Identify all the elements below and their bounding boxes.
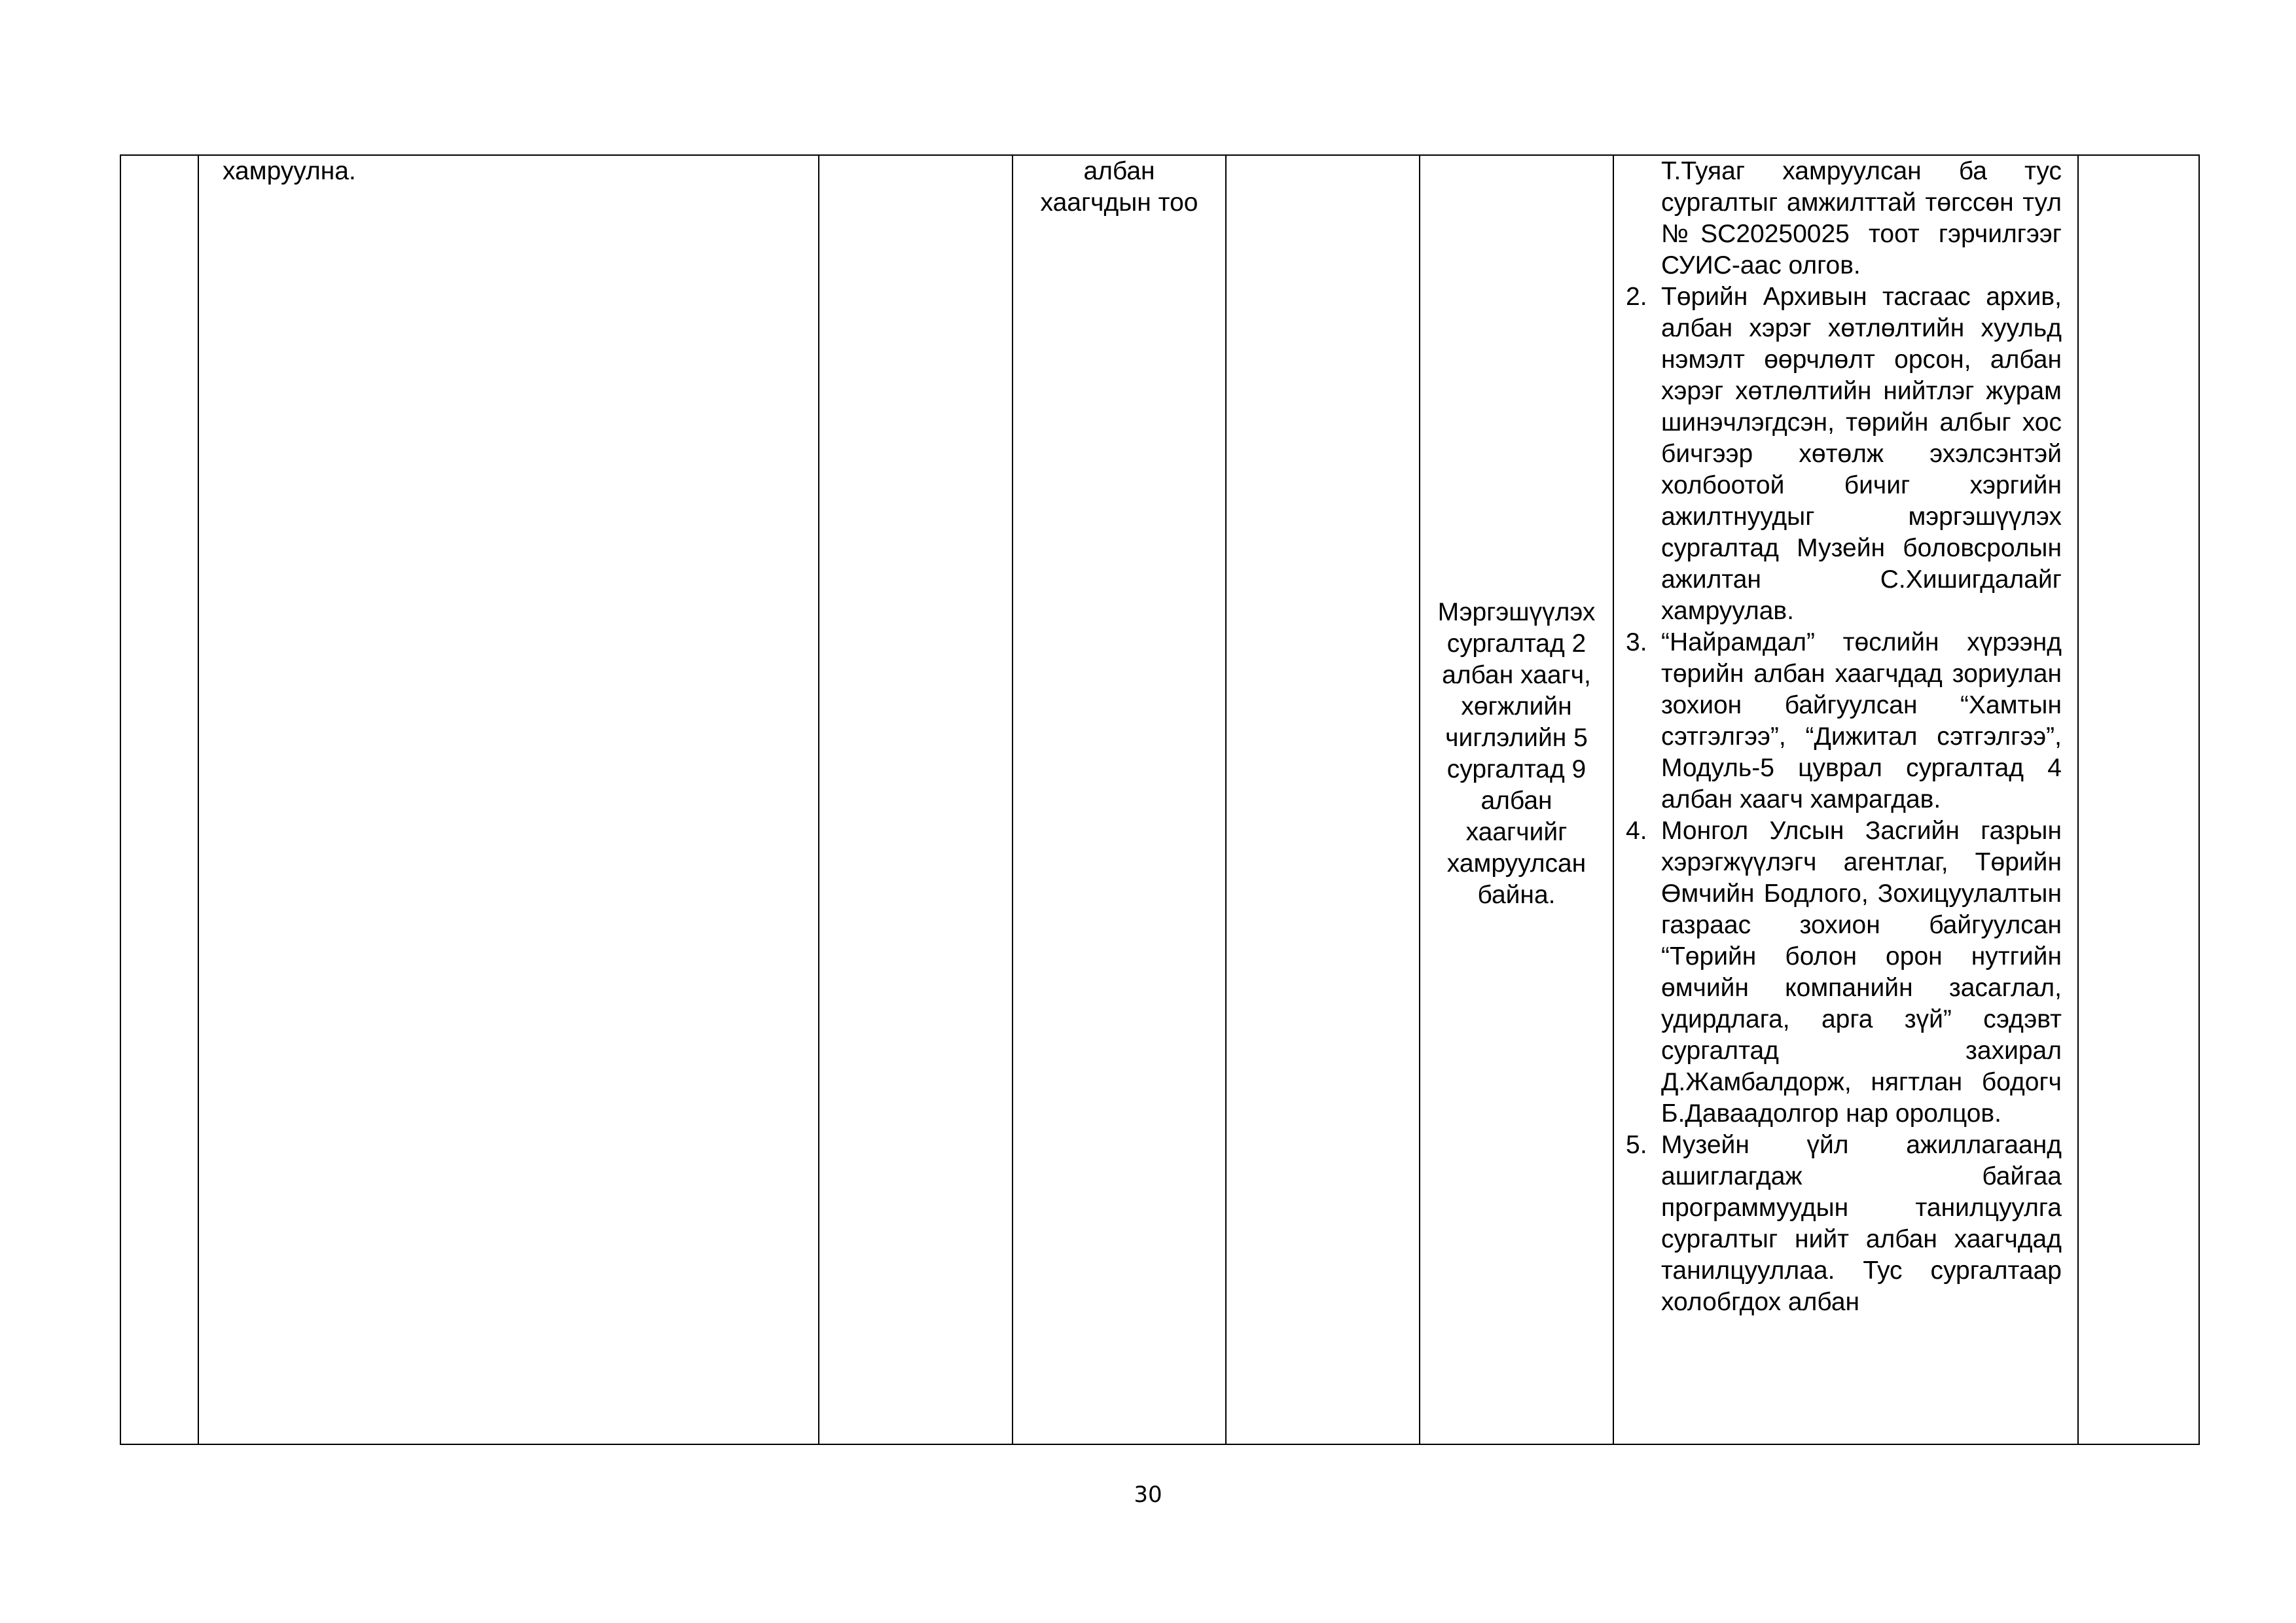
cell-empty-1 [819,155,1013,1444]
item-number: 2. [1626,283,1647,311]
indicator-text: албан хаагчдын тоо [1040,157,1198,217]
item-text: Төрийн Архивын тасгаас архив, албан хэрэг хөтлөлтийн хуульд нэмэлт өөрчлөлт орсон, албан хэрэг хөтлөлтийн нийтлэг журам шинэчлэгдсэн, төрийн албыг хос бичгээр хөтөлж эхэлсэнтэй холбоотой бичиг хэргийн ажилтнуудыг мэргэшүүлэх сургалтад Музейн боловсролын ажилтан С.Хишигдалайг хамруулав. [1661,283,2062,625]
cell-indicator [1013,155,1226,1444]
result-summary-text: Мэргэшүүлэх сургалтад 2 албан хаагч, хөгжлийн чиглэлийн 5 сургалтад 9 албан хаагчийг хамруулсан байна. [1437,598,1596,909]
report-table [120,154,2200,1445]
activity-text: хамруулна. [223,157,356,185]
achievement-continuation: Т.Туяаг хамруулсан ба тус сургалтыг амжилттай төгссөн тул №SC20250025 тоот гэрчилгээг СУИС-аас олгов. [1661,157,2062,279]
item-number: 4. [1626,817,1647,845]
list-item [1626,627,2062,815]
achievements-list [1614,156,2077,1318]
item-text: Монгол Улсын Засгийн газрын хэрэгжүүлэгч агентлаг, Төрийн Өмчийн Бодлого, Зохицуулалтын газраас зохион байгуулсан “Төрийн болон орон нутгийн өмчийн компанийн засаглал, удирдлага, арга зүй” сэдэвт сургалтад захирал Д.Жамбалдорж, нягтлан бодогч Б.Даваадолгор нар оролцов. [1661,817,2062,1128]
cell-achievements [1613,155,2078,1444]
list-item [1626,1130,2062,1318]
item-number: 5. [1626,1131,1647,1159]
cell-empty-2 [1226,155,1420,1444]
cell-result-summary [1420,155,1613,1444]
item-text: Музейн үйл ажиллагаанд ашиглагдаж байгаа программуудын танилцуулга сургалтыг нийт албан хаагчдад танилцууллаа. Тус сургалтаар холобгдох албан [1661,1131,2062,1316]
list-item [1626,815,2062,1130]
list-item [1626,281,2062,627]
item-text: “Найрамдал” төслийн хүрээнд төрийн албан хаагчдад зориулан зохион байгуулсан “Хамтын сэтгэлгээ”, “Дижитал сэтгэлгээ”, Модуль-5 цуврал сургалтад 4 албан хаагч хамрагдав. [1661,628,2062,813]
cell-activity [198,155,819,1444]
table-row [120,155,2199,1444]
cell-empty-3 [2078,155,2199,1444]
cell-index [120,155,198,1444]
page-number: 30 [1134,1482,1162,1508]
item-number: 3. [1626,628,1647,656]
